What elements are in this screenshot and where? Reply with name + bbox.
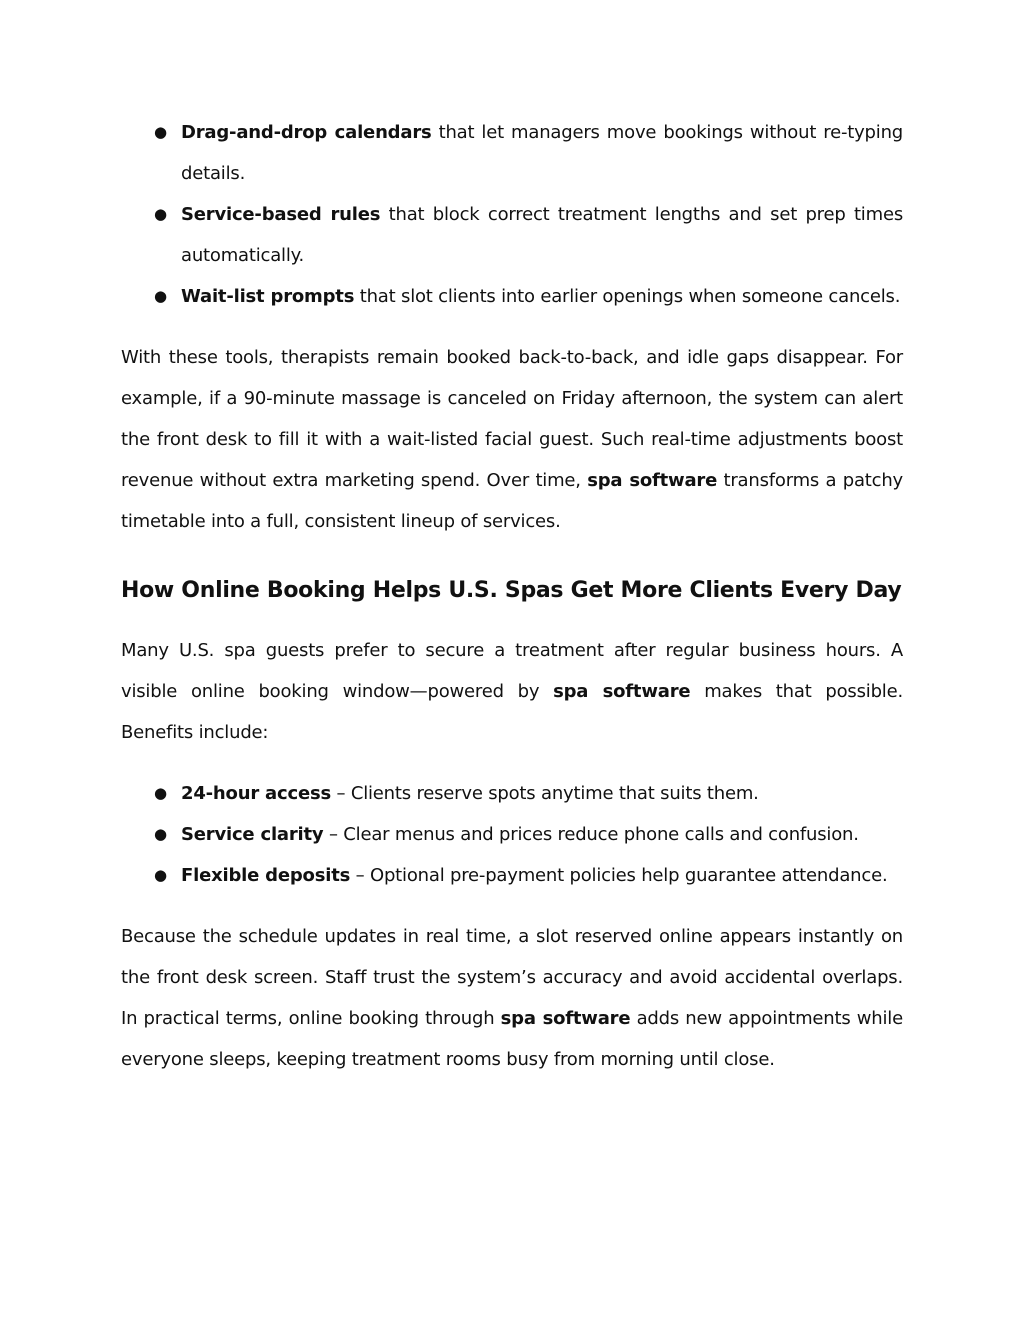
bullet-icon: ● (154, 287, 167, 305)
bullet-text: that block correct treatment lengths and set prep times automatically. (181, 204, 903, 266)
bullet-icon: ● (154, 205, 167, 223)
bullet-icon: ● (154, 784, 167, 802)
bullet-text: that slot clients into earlier openings when someone cancels. (354, 286, 901, 307)
paragraph-bold-term: spa software (500, 1008, 631, 1029)
list-item (121, 855, 903, 896)
list-item (121, 773, 903, 814)
paragraph-text: Because the schedule updates in real time, a slot reserved online appears instantly on the front desk screen. Staff trust the system’s accuracy and avoid accidental overlaps. In practical terms, online booking through (121, 926, 903, 1029)
list-item (121, 112, 903, 194)
list-item (121, 276, 903, 317)
paragraph-tools-benefits (121, 337, 903, 542)
bullet-bold-term: Drag-and-drop calendars (181, 122, 432, 143)
paragraph-text: adds new appointments while everyone sleeps, keeping treatment rooms busy from morning until close. (121, 1008, 903, 1070)
list-item (121, 194, 903, 276)
bullet-text: – Clients reserve spots anytime that suits them. (330, 783, 759, 804)
paragraph-bold-term: spa software (553, 681, 691, 702)
document-page (121, 112, 903, 1080)
bullet-bold-term: Flexible deposits (181, 865, 351, 886)
bullet-bold-term: Service-based rules (181, 204, 381, 225)
bullet-icon: ● (154, 123, 167, 141)
bullet-bold-term: 24-hour access (181, 783, 331, 804)
bullet-icon: ● (154, 866, 167, 884)
bullet-icon: ● (154, 825, 167, 843)
paragraph-bold-term: spa software (587, 470, 718, 491)
bullet-text: that let managers move bookings without re-typing details. (181, 122, 904, 184)
paragraph-real-time-schedule (121, 916, 903, 1080)
section-heading: How Online Booking Helps U.S. Spas Get More Clients Every Day (121, 578, 902, 603)
paragraph-text: With these tools, therapists remain booked back-to-back, and idle gaps disappear. For example, if a 90-minute massage is canceled on Friday afternoon, the system can alert the front desk to fill it with a wait-listed facial guest. Such real-time adjustments boost revenue without extra marketing spend. Over time, (121, 347, 903, 491)
bullet-bold-term: Wait-list prompts (181, 286, 355, 307)
feature-bullet-list (121, 112, 903, 317)
bullet-text: – Optional pre-payment policies help guarantee attendance. (350, 865, 888, 886)
bullet-bold-term: Service clarity (181, 824, 324, 845)
paragraph-text: Many U.S. spa guests prefer to secure a treatment after regular business hours. A visible online booking window—powered by (121, 640, 903, 702)
paragraph-online-booking (121, 630, 903, 753)
list-item (121, 814, 903, 855)
paragraph-text: transforms a patchy timetable into a full, consistent lineup of services. (121, 470, 903, 532)
bullet-text: – Clear menus and prices reduce phone calls and confusion. (323, 824, 859, 845)
benefit-bullet-list (121, 773, 903, 896)
paragraph-text: makes that possible. Benefits include: (121, 681, 903, 743)
